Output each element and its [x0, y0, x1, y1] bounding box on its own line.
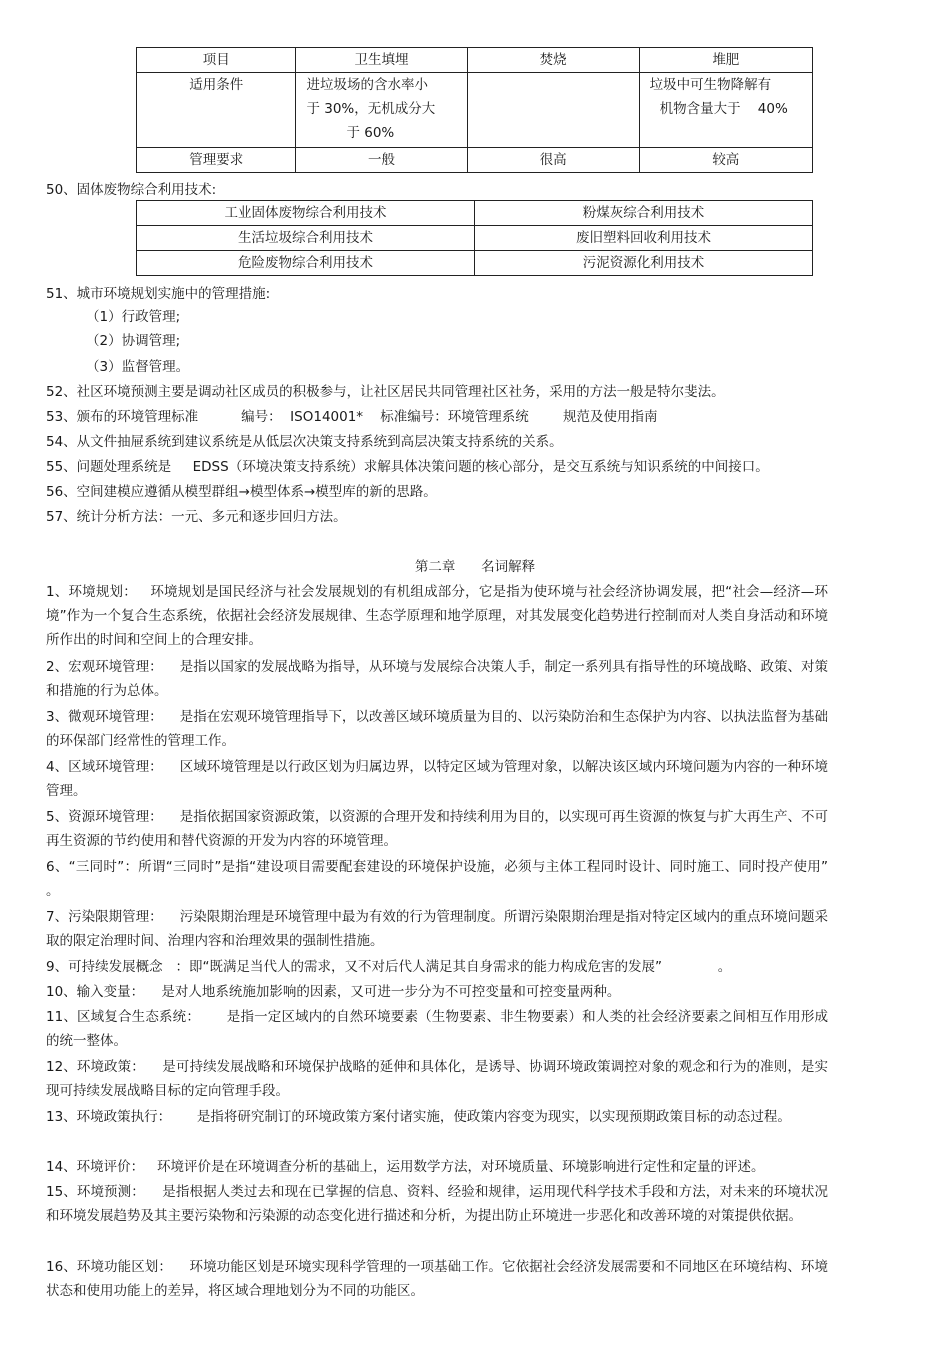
condition-landfill-line: 于 60%: [346, 125, 395, 141]
condition-label: 适用条件: [137, 73, 296, 148]
management-incineration: 很高: [467, 148, 639, 173]
table-row: [137, 251, 813, 276]
item-51-sub: （1）行政管理;: [86, 309, 181, 325]
item-50: 50、固体废物综合利用技术:: [46, 182, 217, 198]
item-57: 57、统计分析方法：一元、多元和逐步回归方法。: [46, 509, 347, 525]
definition-15: 15、环境预测： 是指根据人类过去和现在已掌握的信息、资料、经验和规律，运用现代科学技术手段和方法，对未来的环境状况和环境发展趋势及其主要污染物和污染源的动态变化进行描述和分析，为提出防止环境进一步恶化和改善环境的对策提供依据。: [46, 1184, 828, 1224]
definition-16: 16、环境功能区划： 环境功能区划是环境实现科学管理的一项基础工作。它依据社会经济发展需要和不同地区在环境结构、环境状态和使用功能上的差异，将区域合理地划分为不同的功能区。: [46, 1259, 828, 1299]
condition-compost-line: 垃圾中可生物降解有: [649, 77, 772, 93]
item-51-sub: （3）监督管理。: [86, 359, 190, 375]
header-incineration: 焚烧: [467, 48, 639, 73]
table-row: [137, 226, 813, 251]
management-label: 管理要求: [137, 148, 296, 173]
table-row: [137, 201, 813, 226]
item-51-title: 51、城市环境规划实施中的管理措施:: [46, 286, 271, 302]
definition-4: 4、区域环境管理： 区域环境管理是以行政区划为归属边界，以特定区域为管理对象，以解决该区域内环境问题为内容的一种环境管理。: [46, 759, 828, 799]
table-header-row: [137, 48, 813, 73]
definition-10: 10、输入变量： 是对人地系统施加影响的因素，又可进一步分为不可控变量和可控变量两种。: [46, 984, 621, 1000]
definition-14: 14、环境评价： 环境评价是在环境调查分析的基础上，运用数学方法，对环境质量、环境影响进行定性和定量的评述。: [46, 1159, 765, 1175]
header-item: 项目: [137, 48, 296, 73]
chapter-title: 第二章 名词解释: [414, 559, 536, 575]
table-cell: 废旧塑料回收利用技术: [475, 226, 813, 251]
condition-compost: [639, 73, 812, 148]
condition-landfill-line: 进垃圾场的含水率小: [306, 77, 428, 93]
waste-utilization-table: [136, 200, 813, 276]
item-56: 56、空间建模应遵循从模型群组→模型体系→模型库的新的思路。: [46, 484, 437, 500]
condition-landfill: [296, 73, 467, 148]
table-cell: 污泥资源化利用技术: [475, 251, 813, 276]
item-53: 53、颁布的环境管理标准 编号： ISO14001* 标准编号：环境管理系统 规范及使用指南: [46, 409, 658, 425]
table-row-condition: [137, 73, 813, 148]
condition-incineration: [467, 73, 639, 148]
header-landfill: 卫生填埋: [296, 48, 467, 73]
item-52: 52、社区环境预测主要是调动社区成员的积极参与，让社区居民共同管理社区社务，采用的方法一般是特尔斐法。: [46, 384, 725, 400]
definition-2: 2、宏观环境管理： 是指以国家的发展战略为指导，从环境与发展综合决策人手，制定一系列具有指导性的环境战略、政策、对策和措施的行为总体。: [46, 659, 828, 699]
definition-3: 3、微观环境管理： 是指在宏观环境管理指导下，以改善区域环境质量为目的、以污染防治和生态保护为内容、以执法监督为基础的环保部门经常性的管理工作。: [46, 709, 828, 749]
condition-compost-line: 机物含量大于 40%: [659, 101, 788, 117]
definition-11: 11、区域复合生态系统： 是指一定区域内的自然环境要素（生物要素、非生物要素）和人类的社会经济要素之间相互作用形成的统一整体。: [46, 1009, 828, 1049]
definition-9: 9、可持续发展概念 ：即“既满足当代人的需求，又不对后代人满足其自身需求的能力构成危害的发展” 。: [46, 959, 732, 975]
management-landfill: 一般: [296, 148, 467, 173]
definition-13: 13、环境政策执行： 是指将研究制订的环境政策方案付诸实施，使政策内容变为现实，以实现预期政策目标的动态过程。: [46, 1109, 791, 1125]
header-compost: 堆肥: [639, 48, 812, 73]
table-cell: 粉煤灰综合利用技术: [475, 201, 813, 226]
item-54: 54、从文件抽屉系统到建议系统是从低层次决策支持系统到高层决策支持系统的关系。: [46, 434, 563, 450]
definition-5: 5、资源环境管理： 是指依据国家资源政策，以资源的合理开发和持续利用为目的，以实现可再生资源的恢复与扩大再生产、不可再生资源的节约使用和替代资源的开发为内容的环境管理。: [46, 809, 828, 849]
definition-12: 12、环境政策： 是可持续发展战略和环境保护战略的延伸和具体化，是诱导、协调环境政策调控对象的观念和行为的准则，是实现可持续发展战略目标的定向管理手段。: [46, 1059, 828, 1099]
waste-treatment-comparison-table: [136, 47, 813, 173]
definition-1: 1、环境规划： 环境规划是国民经济与社会发展规划的有机组成部分，它是指为使环境与社会经济协调发展，把“社会—经济—环境”作为一个复合生态系统，依据社会经济发展规律、生态学原理和地学原理，对其发展变化趋势进行控制而对人类自身活动和环境所作出的时间和空间上的合理安排。: [46, 584, 828, 648]
table-cell: 工业固体废物综合利用技术: [137, 201, 475, 226]
item-51-sub: （2）协调管理;: [86, 333, 181, 349]
item-55: 55、问题处理系统是 EDSS（环境决策支持系统）求解具体决策问题的核心部分，是交互系统与知识系统的中间接口。: [46, 459, 769, 475]
management-compost: 较高: [639, 148, 812, 173]
table-cell: 生活垃圾综合利用技术: [137, 226, 475, 251]
table-cell: 危险废物综合利用技术: [137, 251, 475, 276]
definition-6: 6、“三同时”：所谓“三同时”是指“建设项目需要配套建设的环境保护设施，必须与主体工程同时设计、同时施工、同时投产使用” 。: [46, 859, 837, 899]
definition-7: 7、污染限期管理： 污染限期治理是环境管理中最为有效的行为管理制度。所谓污染限期治理是指对特定区域内的重点环境问题采取的限定治理时间、治理内容和治理效果的强制性措施。: [46, 909, 828, 949]
condition-landfill-line: 于 30%，无机成分大: [306, 101, 436, 117]
table-row-management: [137, 148, 813, 173]
